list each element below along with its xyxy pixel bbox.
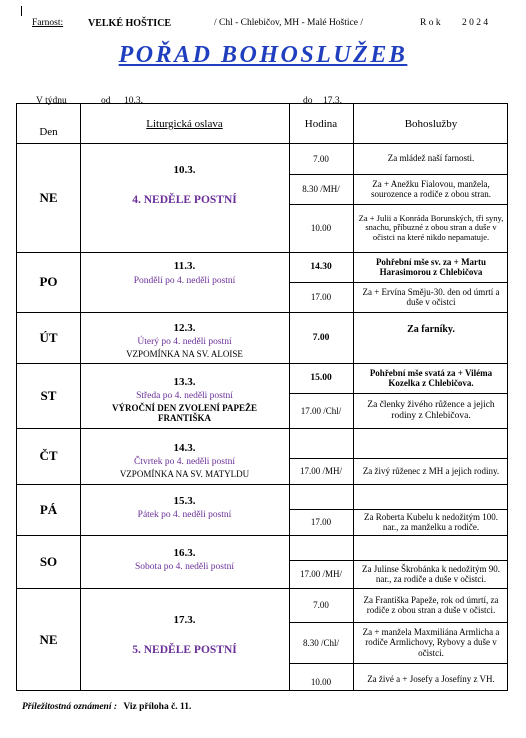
rok-label: R o k xyxy=(420,18,441,28)
farnost-label: Farnost: xyxy=(32,18,64,28)
service: Za živý růženec z MH a jejich rodiny. xyxy=(362,465,500,476)
hour: 7.00 xyxy=(313,600,329,610)
service: Za farníky. xyxy=(407,323,455,335)
service: Pohřební mše sv. za + Martu Harasimorou z Chlebičova xyxy=(375,256,487,277)
hour: 10.00 xyxy=(310,677,332,687)
farnost-name: VELKÉ HOŠTICE xyxy=(88,18,172,29)
service: Za členky živého růžence a jejich rodiny z Chlebičova. xyxy=(367,400,495,421)
liturgical-celebration: Úterý po 4. neděli postní xyxy=(137,337,232,347)
column-header-oslava: Liturgická oslava xyxy=(146,118,223,130)
hour: 17.00 xyxy=(310,292,332,302)
day-date: 16.3. xyxy=(173,547,196,559)
liturgical-note: VZPOMÍNKA NA SV. MATYLDU xyxy=(119,469,250,479)
hour: 17.00 /MH/ xyxy=(299,569,342,579)
footer xyxy=(22,702,191,712)
day-date: 17.3. xyxy=(173,614,196,626)
week-to: 17.3. xyxy=(323,96,342,106)
service: Za Roberta Kubelu k nedožitým 100. nar., za manželku a rodiče. xyxy=(364,511,498,532)
hour: 15.00 xyxy=(310,373,332,383)
hour: 17.00 /Chl/ xyxy=(300,405,342,416)
farnost-other: / Chl - Chlebičov, MH - Malé Hoštice / xyxy=(214,18,363,28)
day-date: 13.3. xyxy=(173,376,196,388)
schedule-table xyxy=(16,103,508,691)
service: Za mládež naší farnosti. xyxy=(387,153,475,164)
day-date: 14.3. xyxy=(173,442,196,454)
page-title: POŘAD BOHOSLUŽEB xyxy=(118,42,408,68)
liturgical-note: VZPOMÍNKA NA SV. ALOISE xyxy=(126,349,243,359)
liturgical-celebration: 5. NEDĚLE POSTNÍ xyxy=(132,644,237,656)
column-header-hodina: Hodina xyxy=(304,118,338,130)
hour: 14.30 xyxy=(310,262,332,272)
liturgical-celebration: 4. NEDĚLE POSTNÍ xyxy=(132,194,237,206)
service: Za + Ervína Směju-30. den od úmrtí a duše v očistci xyxy=(362,286,500,307)
column-header-bohosluzby: Bohoslužby xyxy=(404,118,458,130)
day-date: 10.3. xyxy=(173,164,196,176)
footer-label: Příležitostná oznámení : xyxy=(22,702,118,712)
day-name: ČT xyxy=(39,448,58,463)
liturgical-celebration: Pátek po 4. neděli postní xyxy=(137,510,232,520)
day-name: ÚT xyxy=(39,329,58,345)
liturgical-note: VÝROČNÍ DEN ZVOLENÍ PAPEŽE FRANTIŠKA xyxy=(112,403,257,423)
service: Za Julinse Škrobánka k nedožitým 90. nar., za rodiče a duše v očistci. xyxy=(362,563,500,584)
hour: 7.00 xyxy=(312,332,330,343)
week-label: V týdnu xyxy=(36,96,67,106)
service: Za + manžela Maxmiliána Armlicha a rodiče Armlichovy, Rybovy a duše v očistci. xyxy=(362,626,500,658)
day-name: SO xyxy=(39,553,58,569)
day-date: 11.3. xyxy=(173,260,196,272)
service: Za + Anežku Fialovou, manžela, sourozence a rodiče z obou stran. xyxy=(371,178,491,199)
rok-value: 2 0 2 4 xyxy=(462,18,489,28)
hour: 8.30 /Chl/ xyxy=(302,637,339,648)
day-name: PO xyxy=(39,274,58,289)
day-date: 15.3. xyxy=(173,495,196,507)
hour: 17.00 /MH/ xyxy=(299,466,342,476)
service: Za živé a + Josefy a Josefíny z VH. xyxy=(367,673,495,684)
liturgical-celebration: Středa po 4. neděli postní xyxy=(136,391,233,401)
header-cursor-mark xyxy=(21,6,22,16)
hour: 7.00 xyxy=(313,153,329,164)
liturgical-celebration: Čtvrtek po 4. neděli postní xyxy=(133,457,236,467)
service: Za Františka Papeže, rok od úmrtí, za rodiče z obou stran a duše v očistci. xyxy=(363,594,499,615)
day-date: 12.3. xyxy=(173,322,196,334)
day-name: NE xyxy=(39,189,58,205)
liturgical-celebration: Pondělí po 4. neděli postní xyxy=(133,276,236,286)
footer-value: Viz příloha č. 11. xyxy=(123,702,192,712)
day-name: PÁ xyxy=(39,501,58,517)
column-header-den: Den xyxy=(39,126,58,138)
service: Pohřební mše svatá za + Viléma Kozelka z Chlebičova. xyxy=(369,367,493,388)
hour: 17.00 xyxy=(310,517,332,527)
liturgical-celebration: Sobota po 4. neděli postní xyxy=(135,562,234,572)
hour: 8.30 /MH/ xyxy=(302,184,340,194)
day-name: NE xyxy=(39,632,58,647)
day-name: ST xyxy=(40,387,57,403)
service: Za + Julii a Konráda Borunských, tři syny, snachu, příbuzné z obou stran a duše v očistci na které nikdo nepamatuje. xyxy=(358,212,504,242)
week-od-label: od xyxy=(101,96,111,106)
hour: 10.00 xyxy=(310,223,332,233)
week-from: 10.3. xyxy=(124,96,143,106)
week-do-label: do xyxy=(303,96,313,106)
